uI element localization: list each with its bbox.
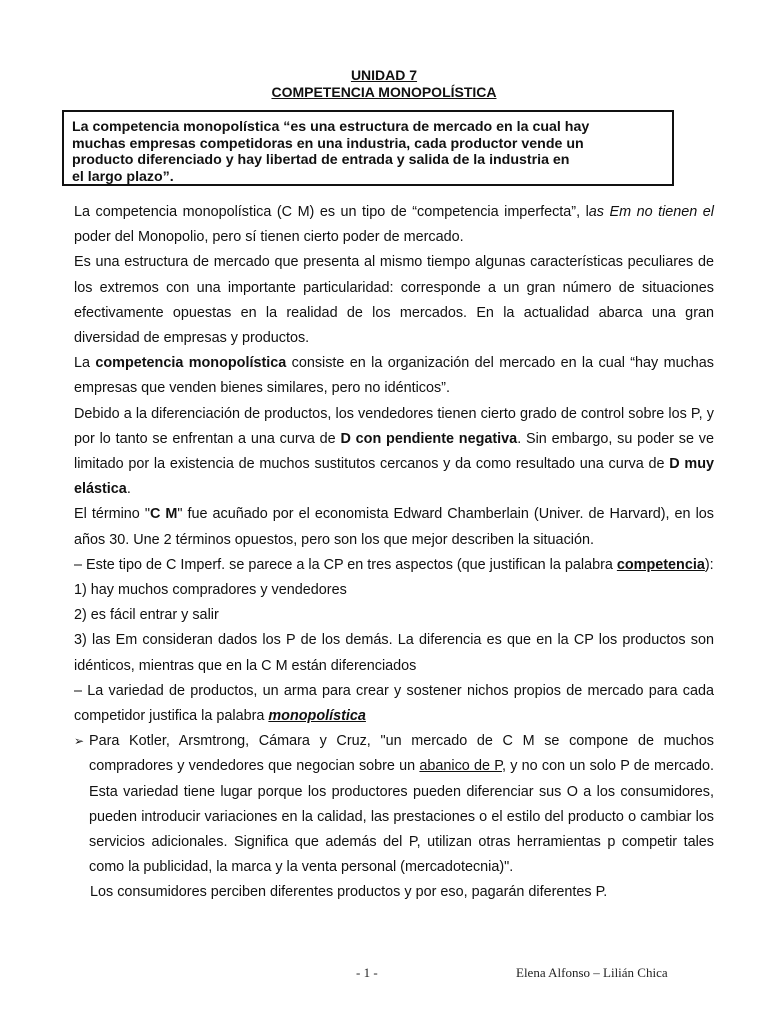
text-run: La [74, 355, 96, 372]
text-run: Debido a la diferenciación de productos, los vendedores tienen cierto grado de control sobre los P, y por lo tanto se enfrentan a una curva de [74, 405, 714, 447]
text-run: El término " [74, 506, 150, 523]
bold-term: C M [149, 506, 178, 523]
definition-line: producto diferenciado y hay libertad de entrada y salida de la industria en [72, 152, 570, 168]
definition-line: muchas empresas competidoras en una industria, cada productor vende un [72, 135, 584, 152]
paragraph-monopolistica [74, 679, 714, 729]
text-run: ): [704, 556, 714, 573]
arrowhead-bullet-icon: ➢ [74, 734, 85, 749]
text-run: – Este tipo de C Imperf. se parece a la CP en tres aspectos (que justifican la palabra [74, 556, 617, 573]
footer-authors: Elena Alfonso – Lilián Chica [516, 965, 668, 980]
list-item: 3) las Em consideran dados los P de los demás. La diferencia es que en la CP los productos son idénticos, mientras que en la C M están diferenciados [74, 632, 714, 674]
document-body [74, 200, 714, 906]
definition-line: el largo plazo”. [72, 168, 174, 185]
underlined-text: abanico de P [419, 758, 503, 775]
bold-term: D muy elástica [74, 456, 714, 498]
text-run: poder del Monopolio, pero sí tienen cierto poder de mercado. [74, 229, 464, 246]
paragraph-competencia [74, 553, 714, 578]
paragraph-structure: Es una estructura de mercado que presenta al mismo tiempo algunas características peculiares de los extremos con una importante particularidad: corresponde a un gran número de situaciones efectivamente opuestas en la realidad de los mercados. En la actualidad abarca una gran diversidad de empresas y productos. [74, 254, 714, 347]
bold-italic-underlined-term: monopolística [268, 708, 366, 725]
unit-heading: UNIDAD 7 [350, 67, 418, 83]
text-run: , y no con un solo P de mercado. Esta variedad tiene lugar porque los productores pueden diferenciar sus O a los consumidores, pueden introducir variaciones en la calidad, las prestaciones o el estilo del producto o cambiar los servicios adicionales. Significa que además del P, utilizan otras herramientas p competir tales como la publicidad, la marca y la venta personal (mercadotecnia)". [89, 758, 714, 876]
closing-sentence: Los consumidores perciben diferentes productos y por eso, pagarán diferentes P. [90, 884, 608, 901]
list-item: 1) hay muchos compradores y vendedores [74, 582, 347, 599]
paragraph-definition [74, 351, 714, 401]
bold-underlined-term: competencia [616, 556, 705, 573]
paragraph-differentiation [74, 402, 714, 503]
text-run: . [126, 481, 131, 498]
italic-text: as Em no tienen el [588, 204, 714, 220]
kotler-quote [74, 729, 714, 880]
text-run: . Sin embargo, su poder se ve limitado por la existencia de muchos sustitutos cercanos y da como resultado una curva de [74, 430, 714, 473]
page-number: - 1 - [356, 965, 378, 980]
bold-term: competencia monopolística [95, 355, 287, 372]
paragraph-intro [74, 200, 714, 250]
text-run: – La variedad de productos, un arma para crear y sostener nichos propios de mercado para cada competidor justifica la palabra [74, 682, 714, 725]
list-item: 2) es fácil entrar y salir [74, 607, 219, 624]
page-title: COMPETENCIA MONOPOLÍSTICA [271, 84, 497, 100]
text-run: La competencia monopolística (C M) es un tipo de “competencia imperfecta”, l [74, 204, 589, 220]
definition-line: La competencia monopolística “es una estructura de mercado en la cual hay [72, 119, 590, 135]
bold-term: D con pendiente negativa [340, 430, 518, 447]
text-run: consiste en la organización del mercado en la cual “hay muchas empresas que venden bienes similares, pero no idénticos”. [74, 355, 714, 397]
text-run: Para Kotler, Arsmtrong, Cámara y Cruz, "un mercado de C M se compone de muchos compradores y vendedores que negocian sobre un [89, 733, 714, 775]
definition-box [62, 110, 674, 186]
paragraph-chamberlain [74, 502, 714, 552]
text-run: " fue acuñado por el economista Edward Chamberlain (Univer. de Harvard), en los años 30. Une 2 términos opuestos, pero son los que mejor describen la situación. [74, 506, 714, 548]
